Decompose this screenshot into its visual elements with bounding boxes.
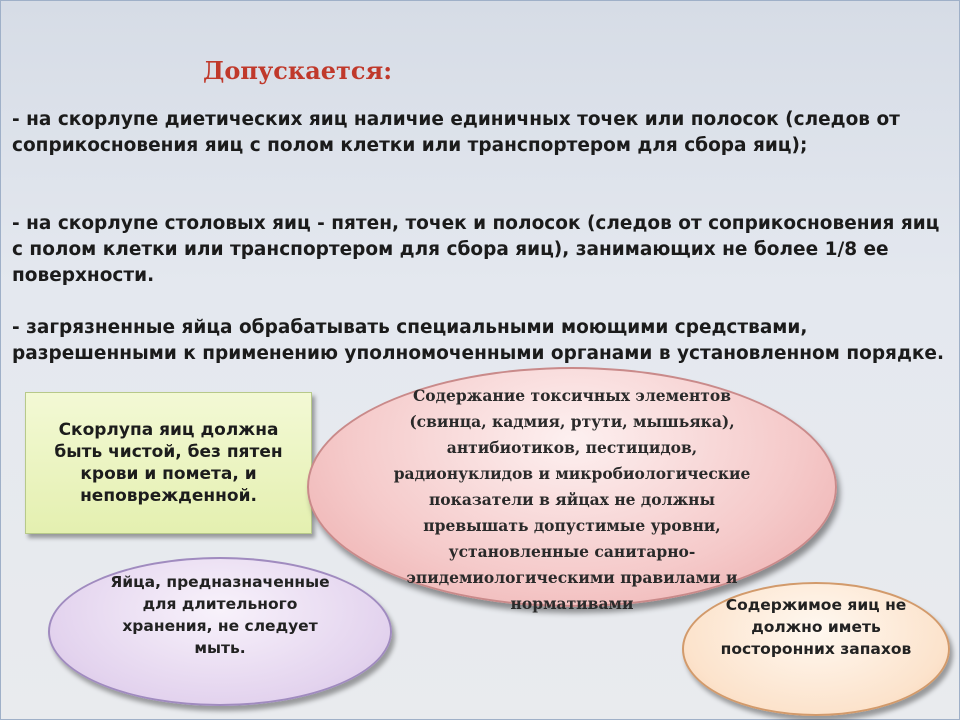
paragraph-washing: - загрязненные яйца обрабатывать специальными моющими средствами, разрешенными к применению уполномоченными органами в установленном порядке. <box>12 317 945 364</box>
paragraph-diet-eggs: - на скорлупе диетических яиц наличие единичных точек или полосок (следов от соприкосновения яиц с полом клетки или транспортером для сбора яиц); <box>12 109 900 156</box>
paragraph-table-eggs: - на скорлупе столовых яиц - пятен, точек и полосок (следов от соприкосновения яиц с полом клетки или транспортером для сбора яиц), занимающих не более 1/8 ее поверхности. <box>12 213 940 286</box>
shell-requirement-box <box>25 392 312 534</box>
long-storage-ellipse <box>48 557 392 706</box>
toxic-elements-ellipse <box>307 367 837 613</box>
odor-ellipse <box>682 582 950 716</box>
long-storage-text: Яйца, предназначенные для длительного хранения, не следует мыть. <box>110 573 330 657</box>
slide-heading: Допускается: <box>203 56 393 85</box>
toxic-elements-text: Содержание токсичных элементов (свинца, кадмия, ртути, мышьяка), антибиотиков, пестицидов, радионуклидов и микробиологические показатели в яйцах не должны превышать допустимые уровни, установленные санитарно-эпидемиологическими правилами и нормативами <box>393 386 751 613</box>
shell-requirement-text: Скорлупа яиц должна быть чистой, без пятен крови и помета, и неповрежденной. <box>54 420 283 506</box>
odor-text: Содержимое яиц не должно иметь посторонних запахов <box>720 596 912 658</box>
